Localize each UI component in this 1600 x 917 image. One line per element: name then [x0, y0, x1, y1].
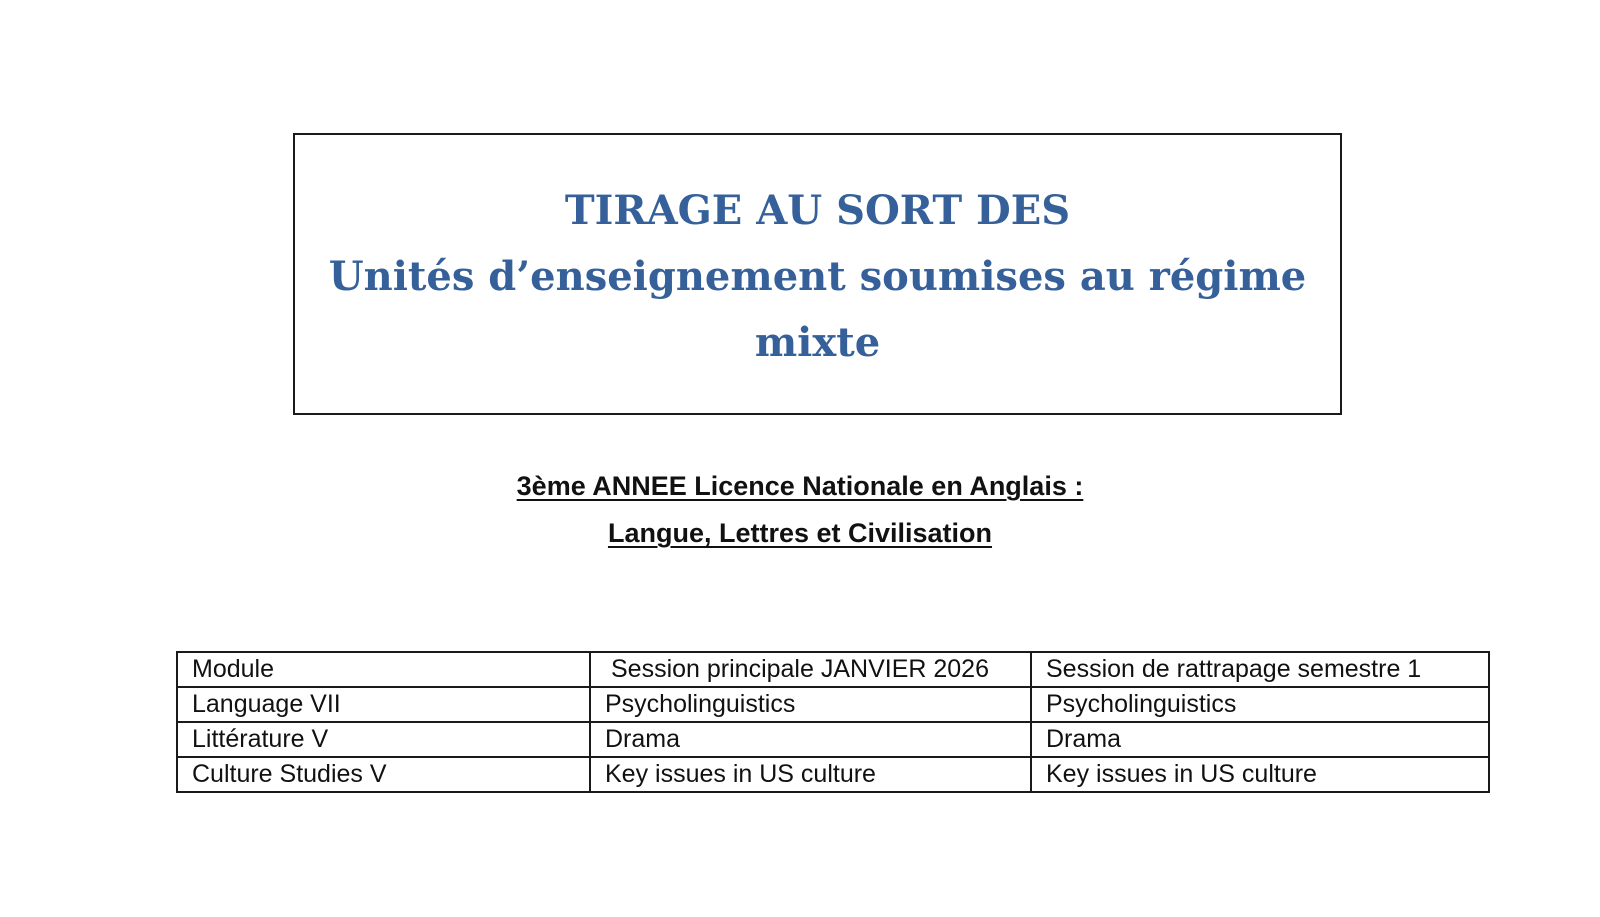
title-line-1: TIRAGE AU SORT DES	[564, 187, 1071, 234]
cell-module: Language VII	[177, 687, 590, 722]
cell-session-rattrapage: Drama	[1031, 722, 1489, 757]
header-session-rattrapage: Session de rattrapage semestre 1	[1031, 652, 1489, 687]
cell-session-principale: Psycholinguistics	[590, 687, 1031, 722]
modules-table	[176, 651, 1490, 793]
title-line-2: Unités d’enseignement soumises au régime	[328, 253, 1307, 300]
subtitle-line-2-text: Langue, Lettres et Civilisation	[607, 518, 993, 548]
table-row	[177, 687, 1489, 722]
header-module: Module	[177, 652, 590, 687]
title-box	[293, 133, 1342, 415]
cell-session-rattrapage: Key issues in US culture	[1031, 757, 1489, 792]
table-row	[177, 757, 1489, 792]
cell-module: Littérature V	[177, 722, 590, 757]
cell-session-rattrapage: Psycholinguistics	[1031, 687, 1489, 722]
table-row	[177, 722, 1489, 757]
subtitle-line-1	[0, 471, 1600, 502]
cell-session-principale: Drama	[590, 722, 1031, 757]
header-session-principale: Session principale JANVIER 2026	[590, 652, 1031, 687]
table-header-row	[177, 652, 1489, 687]
cell-module: Culture Studies V	[177, 757, 590, 792]
subtitle-line-1-text: 3ème ANNEE Licence Nationale en Anglais :	[516, 471, 1084, 501]
subtitle-line-2	[0, 518, 1600, 549]
title-line-3: mixte	[754, 319, 881, 366]
cell-session-principale: Key issues in US culture	[590, 757, 1031, 792]
